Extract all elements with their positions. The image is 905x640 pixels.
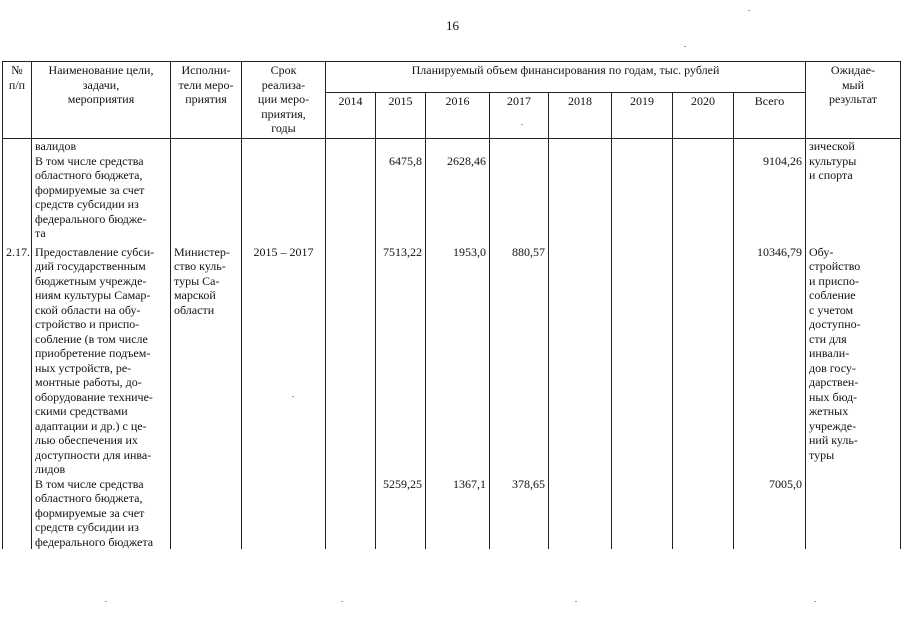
row-value-2014: [326, 139, 376, 245]
row-value-2017: 880,57: [490, 245, 549, 477]
row-num: 2.17.: [3, 245, 32, 477]
row-value-2019: [612, 477, 673, 550]
row-value-2020: [673, 139, 734, 245]
header-total: Всего: [734, 93, 806, 139]
row-num: [3, 477, 32, 550]
row-value-2020: [673, 245, 734, 477]
row-value-2019: [612, 245, 673, 477]
row-value-2014: [326, 477, 376, 550]
row-value-2017: [490, 139, 549, 245]
row-value-2016: 1953,0: [426, 245, 490, 477]
row-value-2018: [549, 245, 612, 477]
header-financing: Планируемый объем финансирования по годам, тыс. рублей: [326, 62, 806, 93]
row-value-2014: [326, 245, 376, 477]
row-period: 2015 – 2017: [242, 245, 326, 477]
header-year-2019: 2019: [612, 93, 673, 139]
row-value-2015: 6475,8: [376, 139, 426, 245]
header-year-2018: 2018: [549, 93, 612, 139]
row-value-2017: 378,65: [490, 477, 549, 550]
header-year-2020: 2020: [673, 93, 734, 139]
row-executor: Министер- ство куль- туры Са- марской области: [171, 245, 242, 477]
page-number: 16: [446, 18, 459, 33]
table-row: [3, 139, 901, 245]
financing-table: [2, 61, 901, 549]
row-value-2016: 2628,46: [426, 139, 490, 245]
header-year-2016: 2016: [426, 93, 490, 139]
row-value-2015: 5259,25: [376, 477, 426, 550]
row-period: [242, 139, 326, 245]
row-period: [242, 477, 326, 550]
row-value-total: 9104,26: [734, 139, 806, 245]
header-year-2015: 2015: [376, 93, 426, 139]
row-result: зической культуры и спорта: [806, 139, 901, 245]
row-result: Обу- стройство и приспо- собление с учетом доступно- сти для инвали- дов госу- дарствен- ных бюд- жетных учрежде- ний куль- туры: [806, 245, 901, 477]
row-value-2015: 7513,22: [376, 245, 426, 477]
row-value-2018: [549, 139, 612, 245]
table-row: [3, 477, 901, 550]
header-year-2017: 2017: [490, 93, 549, 139]
header-name: Наименование цели, задачи, мероприятия: [32, 62, 171, 139]
row-value-total: 7005,0: [734, 477, 806, 550]
row-name: валидов В том числе средства областного бюджета, формируемые за счет средств субсидии из федерального бюдже- та: [32, 139, 171, 245]
row-value-2016: 1367,1: [426, 477, 490, 550]
row-result: [806, 477, 901, 550]
row-value-total: 10346,79: [734, 245, 806, 477]
row-name: В том числе средства областного бюджета, формируемые за счет средств субсидии из федерального бюджета: [32, 477, 171, 550]
row-value-2018: [549, 477, 612, 550]
row-value-2020: [673, 477, 734, 550]
row-num: [3, 139, 32, 245]
row-value-2019: [612, 139, 673, 245]
header-period: Срок реализа- ции меро- приятия, годы: [242, 62, 326, 139]
table-row: [3, 245, 901, 477]
header-executor: Исполни- тели меро- приятия: [171, 62, 242, 139]
row-executor: [171, 139, 242, 245]
row-executor: [171, 477, 242, 550]
header-result: Ожидае- мый результат: [806, 62, 901, 139]
row-name: Предоставление субси- дий государственным бюджетным учрежде- ниям культуры Самар- ской области на обу- стройство и приспо- собление (в том числе приобретение подъем- ных устройств, ре- монтные работы, до- оборудование техниче- скими средствами адаптации и др.) с це- лью обеспечения их доступности для инва- лидов: [32, 245, 171, 477]
header-year-2014: 2014: [326, 93, 376, 139]
header-num: № п/п: [3, 62, 32, 139]
